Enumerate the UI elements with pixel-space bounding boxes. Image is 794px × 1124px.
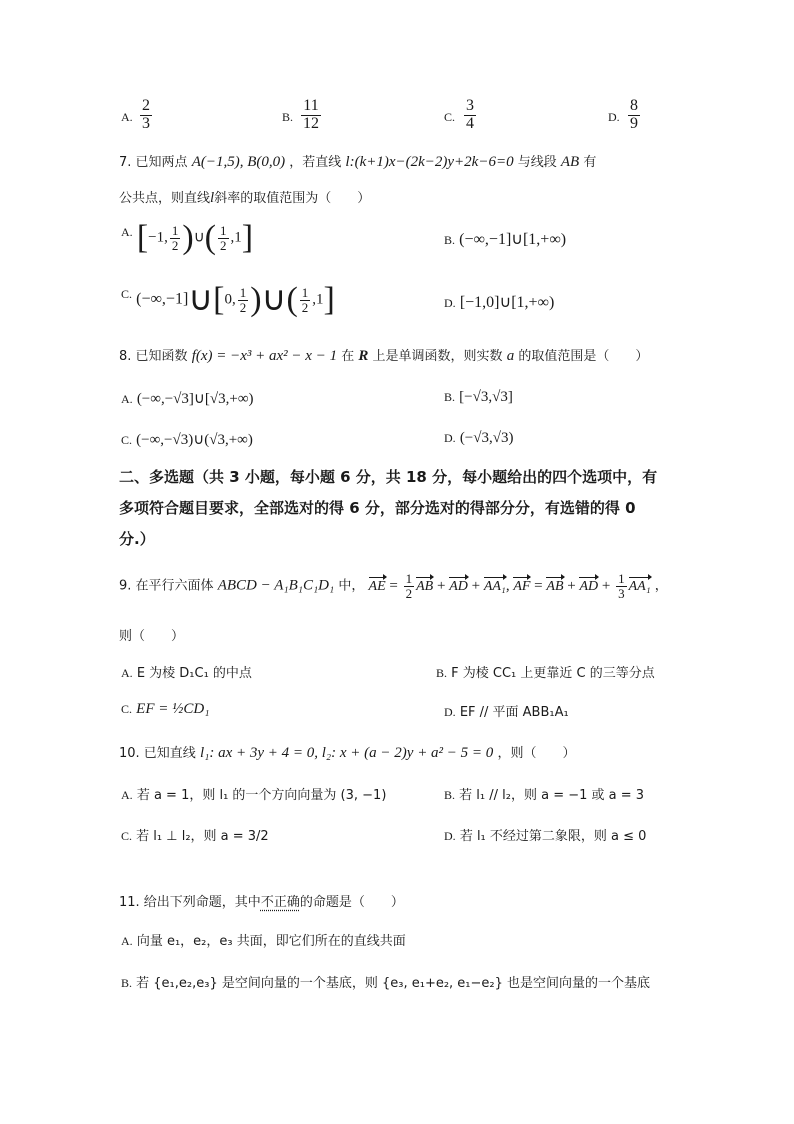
q7-stem-text-2: ，若直线 [289,155,342,170]
section2-line-3: 分.） [119,530,155,548]
q6-d-denominator: 9 [630,114,638,132]
q6-option-c-label: C. [444,110,456,124]
q7-stem-text-1: 7. 已知两点 [119,155,188,170]
q9-stem-text-1: 9. 在平行六面体 [119,578,214,594]
q9-option-c [121,701,209,718]
q11-emphasis: 不正确 [260,895,300,910]
q10-option-c [121,825,269,844]
q8-stem-text-4: 的取值范围是（ ） [518,349,649,364]
q9-vector-equations: AE = $\frac{1}{2}$ AB + AD + AA₁, AF = AB + AD + $\frac{1}{3}$ AA₁ [368,571,651,601]
q6-options [0,98,794,140]
q9-option-b [436,662,655,681]
q10-option-d [444,825,646,844]
q6-option-d-fraction [628,98,640,133]
q9-option-a-text: E 为棱 D₁C₁ 的中点 [136,666,252,681]
q9-stem-line2 [119,625,184,644]
q10-option-b [444,784,644,803]
q10-option-a-label: A. [121,788,133,802]
q8-stem-text-3: 上是单调函数，则实数 [372,349,503,364]
q7-option-a-label: A. [121,224,133,239]
q9-option-d [444,701,569,720]
q8-option-c [121,430,253,449]
q10-option-b-label: B. [444,788,456,802]
q6-option-a-label: A. [121,110,133,124]
q8-option-b-label: B. [444,390,456,404]
q8-function-formula: f(x) = −x³ + ax² − x − 1 [191,348,338,364]
q6-b-denominator: 12 [303,114,319,132]
q9-option-b-label: B. [436,666,448,680]
q8-real-set: R [358,348,369,364]
q7-stem-text-4: 有 [583,155,597,170]
q6-a-denominator: 3 [142,114,150,132]
q7-option-c: C. (−∞,−1]∪[0, $\frac{1}{2}$ )∪( $\frac{1}{2}$ ,1] [121,281,335,318]
q7-option-c-label: C. [121,286,133,301]
q8-option-d [444,430,513,447]
q9-option-c-label: C. [121,702,133,716]
q11-option-a [121,930,406,949]
q7-stem-text-3: 与线段 [517,155,557,170]
q9-option-a-label: A. [121,666,133,680]
q9-option-b-text: F 为棱 CC₁ 上更靠近 C 的三等分点 [451,666,655,681]
q6-d-numerator: 8 [630,97,638,114]
q8-option-d-text: (−√3,√3) [459,430,514,446]
q7-line-formula: l:(k+1)x−(2k−2)y+2k−6=0 [345,154,514,170]
q7-option-d-label: D. [444,296,456,310]
q9-option-d-label: D. [444,705,456,719]
q8-option-a-text: (−∞,−√3]∪[√3,+∞) [136,391,254,407]
q7-stem-text-5: 公共点，则直线 [119,191,211,206]
q7-points-formula: A(−1,5), B(0,0) [191,154,286,170]
q10-stem-text-2: ，则（ ） [497,746,576,761]
q11-option-b [121,972,650,991]
q6-option-a-fraction [140,98,152,133]
q7-option-d-text: [−1,0]∪[1,+∞) [459,294,555,311]
q9-option-c-text: EF = ½CD₁ [136,701,210,717]
q6-option-d-label: D. [608,110,620,124]
q9-stem-text-3: ， [654,578,668,594]
q7-line-l: l [210,190,215,206]
q8-option-c-text: (−∞,−√3)∪(√3,+∞) [136,432,253,448]
q6-option-c-fraction [464,98,476,133]
q8-option-c-label: C. [121,433,133,447]
q7-stem-line2 [119,187,370,207]
q8-stem [119,345,648,365]
q7-stem-text-6: 斜率的取值范围为（ ） [214,191,371,206]
q8-option-a [121,389,254,408]
section2-line-2: 多项符合题目要求，全部选对的得 6 分，部分选对的得部分分，有选错的得 0 [119,499,636,517]
q7-segment-ab: AB [560,154,580,170]
q8-option-a-label: A. [121,392,133,406]
q11-stem-text-2: 的命题是（ ） [299,895,404,910]
q10-option-c-label: C. [121,829,133,843]
q7-option-b-text: (−∞,−1]∪[1,+∞) [459,231,567,248]
q6-option-b-fraction [301,98,321,133]
q9-option-d-text: EF // 平面 ABB₁A₁ [459,705,569,720]
q6-c-denominator: 4 [466,114,474,132]
q6-b-numerator: 11 [303,97,319,114]
q10-lines-formula: l₁: ax + 3y + 4 = 0, l₂: x + (a − 2)y + a² − 5 = 0 [199,745,494,761]
q11-option-a-text: 向量 e₁，e₂，e₃ 共面，即它们所在的直线共面 [136,934,406,949]
q9-option-a [121,662,252,681]
q6-option-b-label: B. [282,110,294,124]
q10-option-c-text: 若 l₁ ⊥ l₂，则 a = 3/2 [136,829,269,844]
q10-option-a-text: 若 a = 1，则 l₁ 的一个方向向量为 (3, −1) [136,788,387,803]
q10-stem-text-1: 10. 已知直线 [119,746,196,761]
q8-option-b-text: [−√3,√3] [459,389,513,405]
q7-option-d [444,292,554,312]
q11-option-b-label: B. [121,976,133,990]
q8-option-b [444,389,513,406]
q6-a-numerator: 2 [142,97,150,114]
q10-option-d-text: 若 l₁ 不经过第二象限，则 a ≤ 0 [459,829,647,844]
q11-stem [119,891,404,910]
q9-stem-text-4: 则（ ） [119,629,185,644]
q10-option-a [121,784,386,803]
q7-option-b-label: B. [444,233,456,247]
section2-line-1: 二、多选题（共 3 小题，每小题 6 分，共 18 分，每小题给出的四个选项中，有 [119,468,658,486]
q9-stem [119,572,668,608]
q10-stem [119,742,575,762]
q9-stem-text-2: 中， [338,578,365,594]
q9-solid-name: ABCD − A₁B₁C₁D₁ [217,577,335,594]
q6-c-numerator: 3 [466,97,474,114]
q8-option-d-label: D. [444,431,456,445]
q11-stem-text-1: 11. 给出下列命题，其中 [119,895,261,910]
q8-stem-text-1: 8. 已知函数 [119,349,188,364]
q8-stem-text-2: 在 [341,349,355,364]
q7-option-a: A. [−1, $\frac{1}{2}$ )∪( $\frac{1}{2}$ ,1] [121,219,254,256]
q11-option-a-label: A. [121,934,133,948]
q7-option-b [444,229,566,249]
q7-stem [119,151,596,171]
q11-option-b-text: 若 {e₁,e₂,e₃} 是空间向量的一个基底，则 {e₃, e₁+e₂, e₁−e₂} 也是空间向量的一个基底 [136,976,651,991]
q10-option-d-label: D. [444,829,456,843]
q8-variable-a: a [506,348,515,364]
q10-option-b-text: 若 l₁ // l₂，则 a = −1 或 a = 3 [459,788,645,803]
